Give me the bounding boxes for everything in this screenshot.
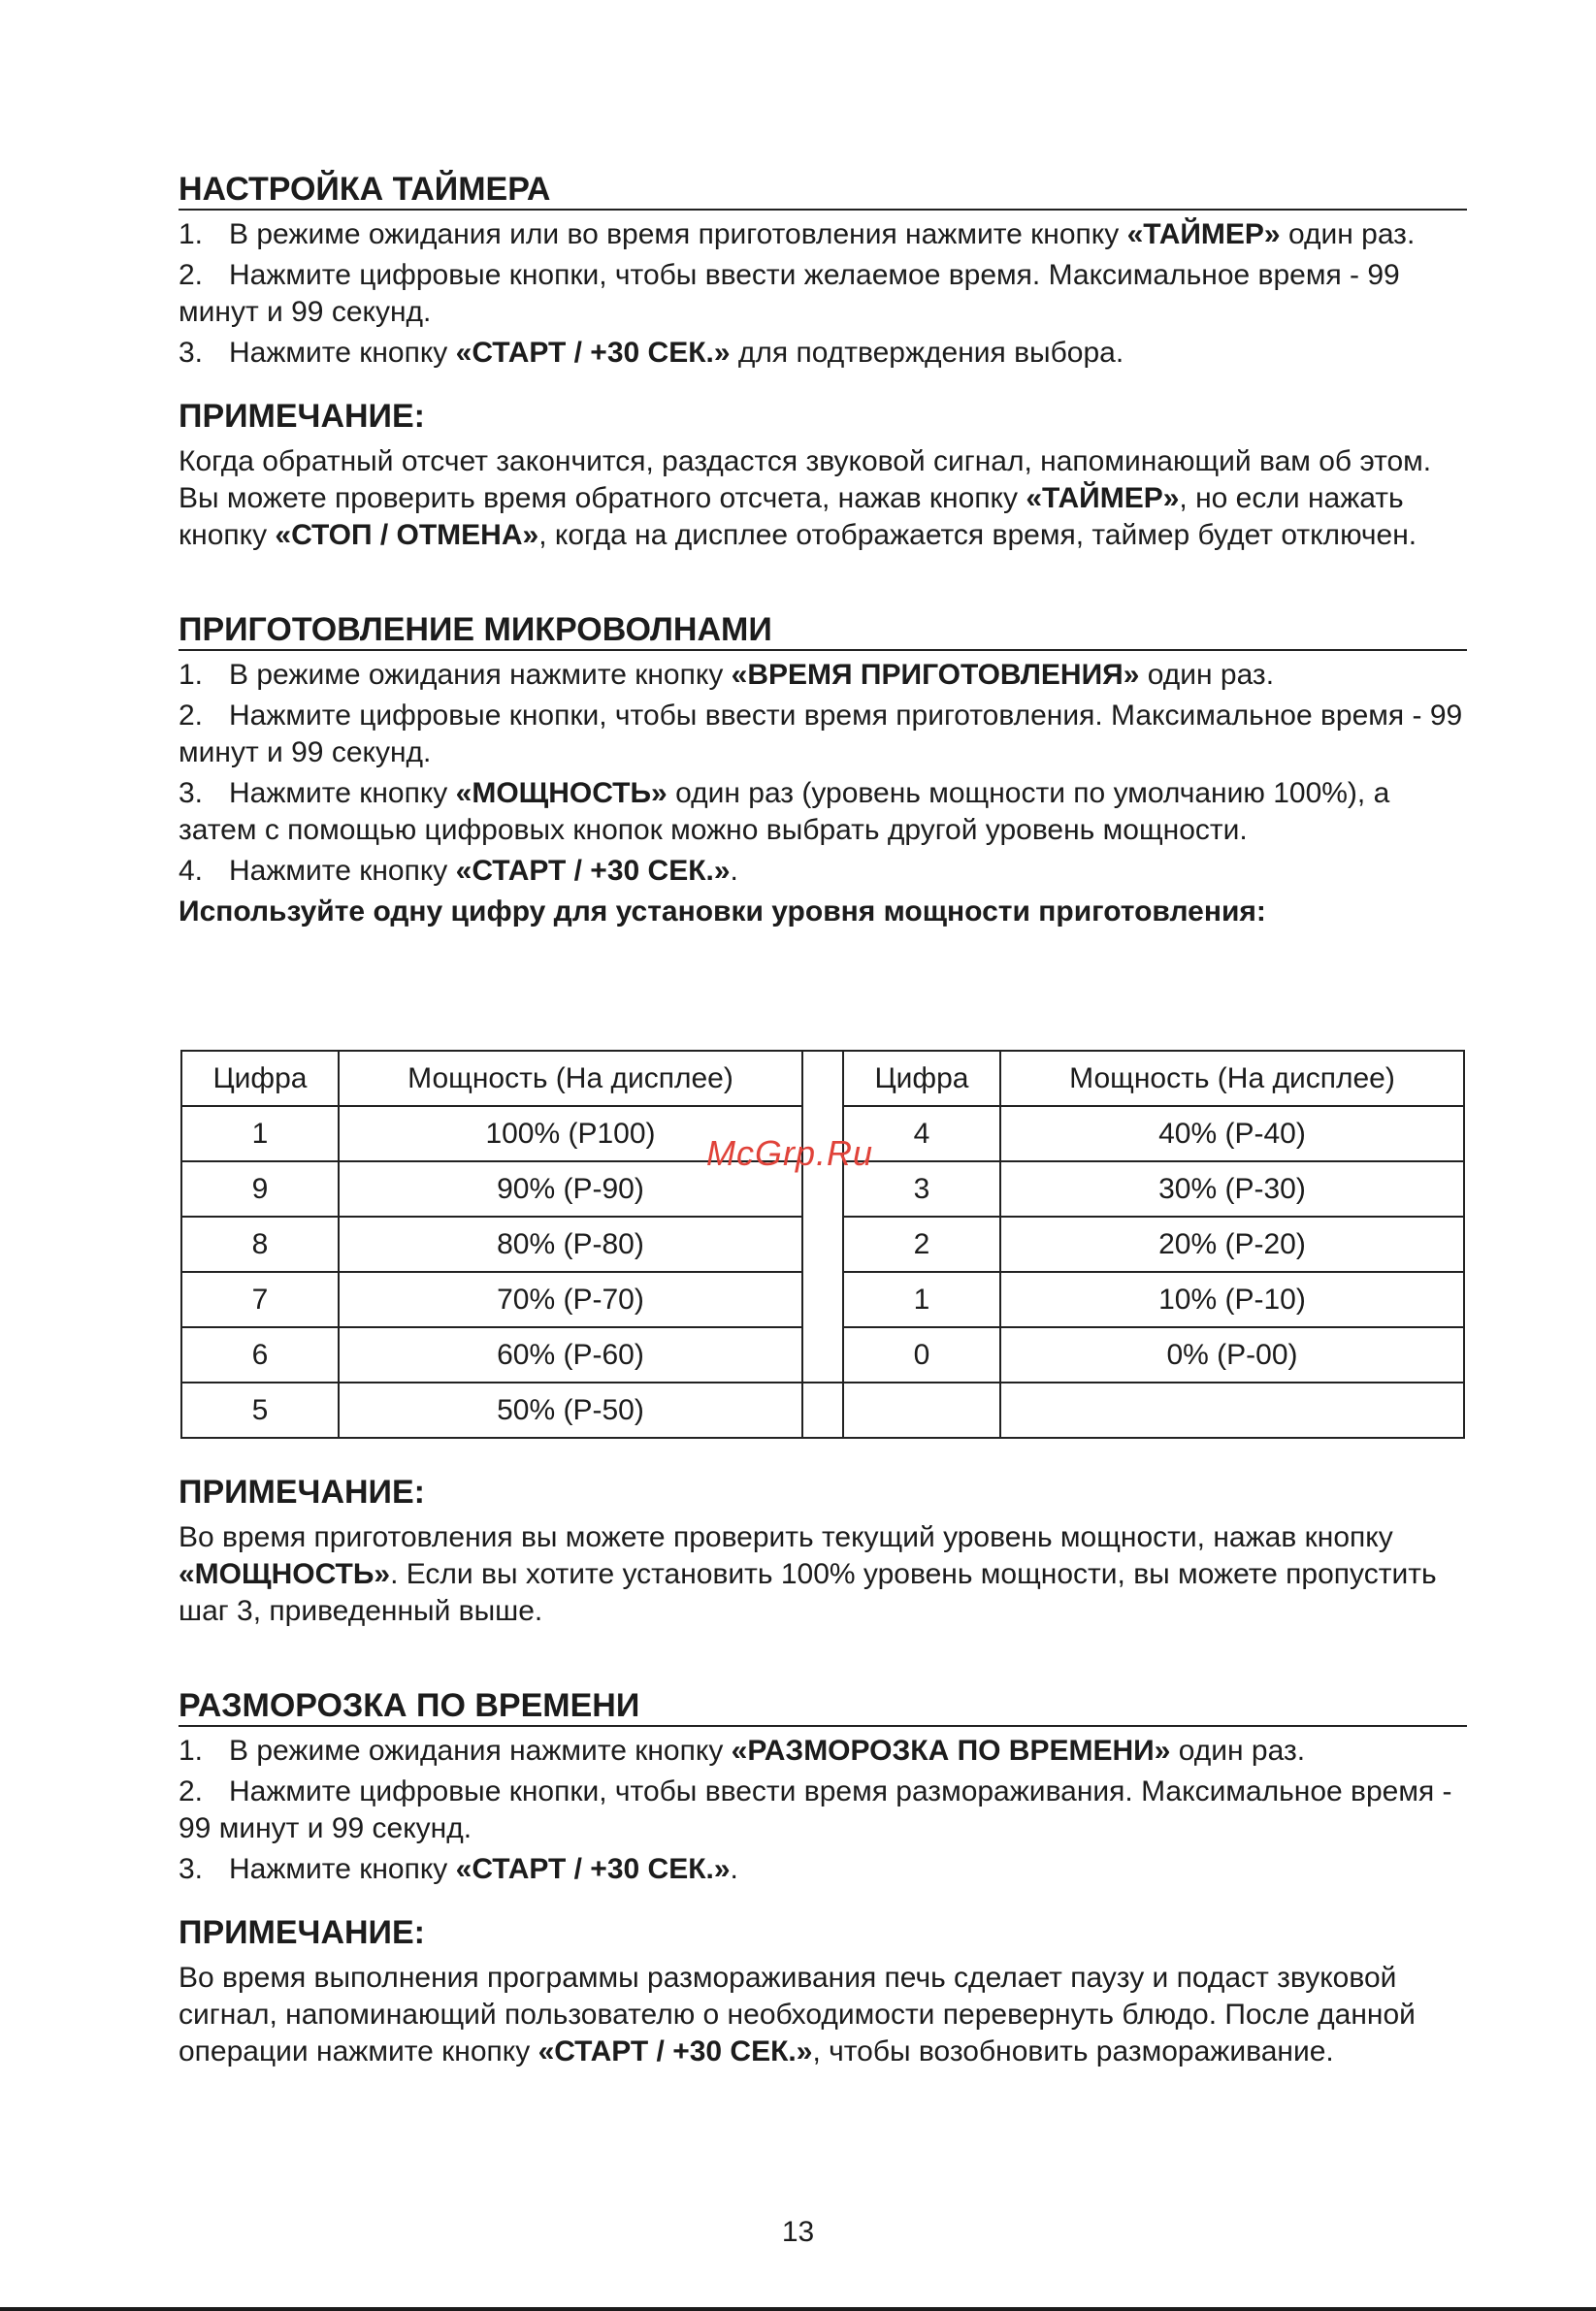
table-cell: 80% (P-80) <box>339 1217 802 1272</box>
timer-section-title: НАСТРОЙКА ТАЙМЕРА <box>179 170 1467 211</box>
defrost-section-title: РАЗМОРОЗКА ПО ВРЕМЕНИ <box>179 1686 1467 1727</box>
table-cell: 0 <box>843 1327 1000 1383</box>
microwave-step-1: 1. В режиме ожидания нажмите кнопку «ВРЕМЯ ПРИГОТОВЛЕНИЯ» один раз. <box>179 659 1275 691</box>
microwave-step-2: 2. Нажмите цифровые кнопки, чтобы ввести время приготовления. Максимальное время - 99 минут и 99 секунд. <box>179 700 1463 768</box>
timer-step-1: 1. В режиме ожидания или во время приготовления нажмите кнопку «ТАЙМЕР» один раз. <box>179 218 1416 250</box>
header-digit-2: Цифра <box>843 1051 1000 1106</box>
defrost-note-text: Во время выполнения программы размораживания печь сделает паузу и подаст звуковой сигнал, напоминающий пользователю о необходимости перевернуть блюдо. После данной операции нажмите кнопку «СТАРТ / +30 СЕК.», чтобы возобновить размораживание. <box>179 1962 1416 2067</box>
defrost-step-1: 1. В режиме ожидания нажмите кнопку «РАЗМОРОЗКА ПО ВРЕМЕНИ» один раз. <box>179 1735 1306 1767</box>
watermark: McGrp.Ru <box>706 1133 874 1173</box>
bottom-rule <box>0 2307 1596 2311</box>
page-content-lower <box>179 1473 1467 2070</box>
table-cell: 70% (P-70) <box>339 1272 802 1327</box>
table-cell: 3 <box>843 1161 1000 1217</box>
table-cell: 40% (P-40) <box>1000 1106 1464 1161</box>
defrost-step-3: 3. Нажмите кнопку «СТАРТ / +30 СЕК.». <box>179 1853 738 1885</box>
table-cell: 10% (P-10) <box>1000 1272 1464 1327</box>
header-digit: Цифра <box>181 1051 339 1106</box>
power-level-table <box>180 1050 1465 1439</box>
table-cell: 100% (P100) <box>339 1106 802 1161</box>
table-cell: 2 <box>843 1217 1000 1272</box>
table-cell: 0% (P-00) <box>1000 1327 1464 1383</box>
table-row <box>181 1383 1464 1438</box>
microwave-step-4: 4. Нажмите кнопку «СТАРТ / +30 СЕК.». <box>179 855 738 887</box>
timer-step-2: 2. Нажмите цифровые кнопки, чтобы ввести желаемое время. Максимальное время - 99 минут и 99 секунд. <box>179 259 1400 328</box>
table-cell: 50% (P-50) <box>339 1383 802 1438</box>
table-cell: 30% (P-30) <box>1000 1161 1464 1217</box>
table-cell: 1 <box>843 1272 1000 1327</box>
table-cell: 1 <box>181 1106 339 1161</box>
table-cell: 9 <box>181 1161 339 1217</box>
defrost-step-2: 2. Нажмите цифровые кнопки, чтобы ввести время размораживания. Максимальное время - 99 минут и 99 секунд. <box>179 1775 1452 1844</box>
table-cell <box>1000 1383 1464 1438</box>
microwave-section-title: ПРИГОТОВЛЕНИЕ МИКРОВОЛНАМИ <box>179 610 1467 651</box>
table-cell <box>843 1383 1000 1438</box>
table-cell: 8 <box>181 1217 339 1272</box>
table-cell: 6 <box>181 1327 339 1383</box>
microwave-note-text: Во время приготовления вы можете проверить текущий уровень мощности, нажав кнопку «МОЩНОСТЬ». Если вы хотите установить 100% уровень мощности, вы можете пропустить шаг 3, приведенный выше. <box>179 1521 1437 1627</box>
table-separator <box>802 1051 843 1383</box>
timer-step-3: 3. Нажмите кнопку «СТАРТ / +30 СЕК.» для подтверждения выбора. <box>179 337 1124 369</box>
table-cell: 7 <box>181 1272 339 1327</box>
header-power: Мощность (На дисплее) <box>339 1051 802 1106</box>
page-number: 13 <box>781 2216 815 2248</box>
header-power-2: Мощность (На дисплее) <box>1000 1051 1464 1106</box>
table-separator-end <box>802 1383 843 1438</box>
timer-note-text: Когда обратный отсчет закончится, раздастся звуковой сигнал, напоминающий вам об этом. Вы можете проверить время обратного отсчета, нажав кнопку «ТАЙМЕР», но если нажать кнопку «СТОП / ОТМЕНА», когда на дисплее отображается время, таймер будет отключен. <box>179 445 1432 551</box>
table-header-row <box>181 1051 1464 1106</box>
defrost-note-title: ПРИМЕЧАНИЕ: <box>179 1914 425 1951</box>
page-content <box>179 170 1467 930</box>
microwave-step-3: 3. Нажмите кнопку «МОЩНОСТЬ» один раз (уровень мощности по умолчанию 100%), а затем с помощью цифровых кнопок можно выбрать другой уровень мощности. <box>179 777 1390 846</box>
timer-note-title: ПРИМЕЧАНИЕ: <box>179 398 425 435</box>
microwave-note-title: ПРИМЕЧАНИЕ: <box>179 1474 425 1511</box>
table-cell: 20% (P-20) <box>1000 1217 1464 1272</box>
table-cell: 5 <box>181 1383 339 1438</box>
table-cell: 90% (P-90) <box>339 1161 802 1217</box>
table-cell: 4 <box>843 1106 1000 1161</box>
power-table-caption: Используйте одну цифру для установки уровня мощности приготовления: <box>179 895 1266 928</box>
table-cell: 60% (P-60) <box>339 1327 802 1383</box>
